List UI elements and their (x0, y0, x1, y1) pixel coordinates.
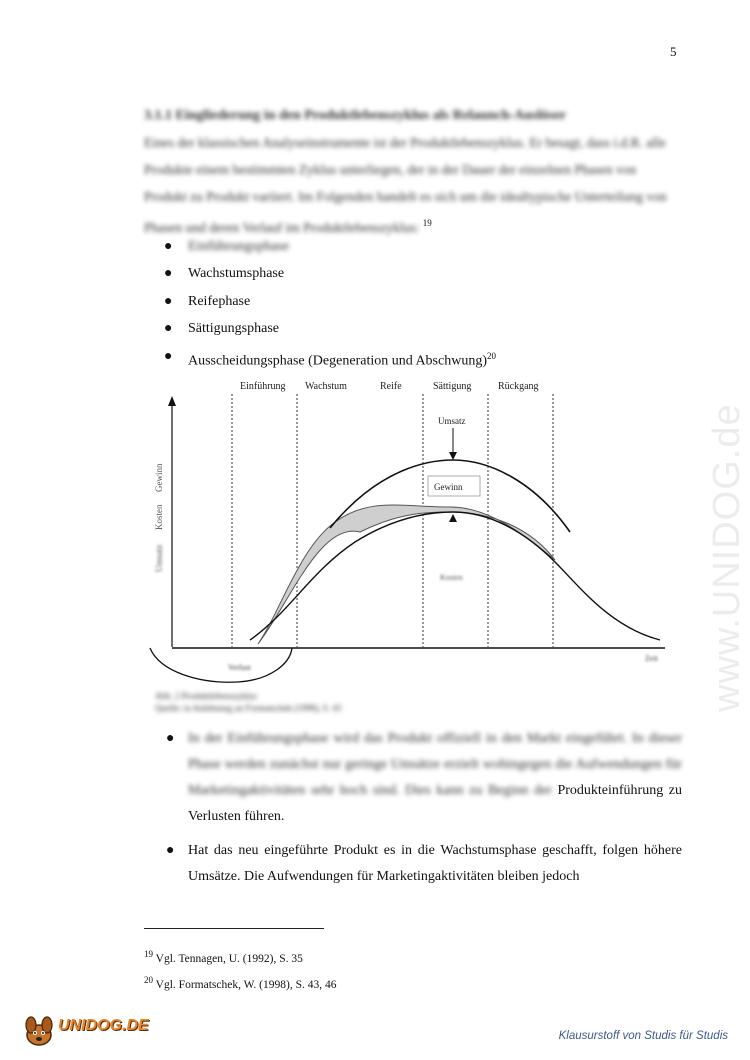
phase-list (144, 233, 496, 370)
figure-caption (155, 690, 341, 714)
y-label-gewinn: Gewinn (154, 463, 164, 492)
list-item (144, 260, 496, 287)
arrow-down-icon (449, 452, 457, 460)
phase-label: Ausscheidungsphase (Degeneration und Abschwung) (188, 353, 487, 369)
verlust-curve (150, 648, 292, 682)
list-item (144, 315, 496, 342)
phase-label: Wachstumsphase (188, 266, 285, 282)
bullet-dot-icon: ● (166, 843, 175, 858)
intro-paragraph (144, 129, 682, 241)
phase-label-saettigung: Sättigung (433, 381, 472, 392)
arrow-up-icon (449, 514, 457, 522)
footnote-ref: 19 (422, 218, 432, 228)
bullet-dot-icon: ● (164, 266, 173, 282)
phase-label: Reifephase (188, 293, 251, 309)
footnote-number: 19 (144, 949, 153, 959)
footnote-ref: 20 (487, 350, 496, 361)
kosten-label: Kosten (440, 573, 463, 582)
phase-label-wachstum: Wachstum (305, 381, 347, 392)
gewinn-label: Gewinn (434, 482, 463, 492)
list-item (144, 838, 682, 890)
footer-tagline: Klausurstoff von Studis für Studis (558, 1030, 728, 1042)
loss-label: Verlust (228, 663, 251, 672)
footnote-text: Vgl. Formatschek, W. (1998), S. 43, 46 (155, 978, 337, 991)
phase-label-reife: Reife (380, 381, 402, 392)
phase-description-list (144, 726, 682, 898)
list-item (144, 288, 496, 315)
bullet-dot-icon: ● (164, 293, 173, 309)
footer-logo[interactable] (22, 1013, 172, 1051)
y-axis-arrow-icon (168, 396, 176, 406)
footnote (144, 944, 336, 970)
list-item (144, 726, 682, 830)
section-heading: 3.1.1 Eingliederung in den Produktlebenszyklus als Relaunch-Auslöser (144, 108, 567, 123)
caption-title: Abb. 2 Produktlebenszyklus (155, 691, 257, 701)
bullet-dot-icon: ● (164, 321, 173, 337)
watermark: www.UNIDOG.de (706, 403, 748, 712)
dog-mascot-icon (22, 1013, 56, 1047)
phase-label: Einführungsphase (188, 239, 290, 254)
phase-label-rueckgang: Rückgang (498, 381, 539, 392)
bullet-dot-icon: ● (164, 239, 173, 254)
phase-label: Sättigungsphase (188, 321, 279, 337)
bullet-dot-icon: ● (166, 731, 175, 746)
product-lifecycle-diagram (140, 372, 700, 687)
intro-text: Eines der klassischen Analyseinstrumente ist der Produktlebenszyklus. Er besagt, dass i.d.R. alle Produkte einem bestimmten Zyklus unterliegen, der in der Dauer der einzelnen Phasen von Produkt zu Produkt variiert. Im Folgenden handelt es sich um die idealtypische Unterteilung von Phasen und deren Verlauf im Produktlebenszyklus: (144, 135, 667, 235)
y-label-umsatz: Umsatz (154, 544, 164, 572)
footnote (144, 970, 336, 996)
bullet-text-blurred: In der Einführungsphase wird das Produkt offiziell in den Markt eingeführt. In dieser Phase werden zunächst nur geringe Umsätze erzielt wohingegen die Aufwendungen für Marketingaktivitäten sehr hoch sind. Dies kann zu Beginn der (188, 731, 682, 798)
footnotes (144, 944, 336, 996)
footnote-divider (144, 928, 324, 929)
bullet-text: Produkteinführung zu Verlusten führen. (188, 783, 682, 824)
gewinn-area (258, 505, 555, 644)
footnote-text: Vgl. Tennagen, U. (1992), S. 35 (155, 952, 303, 965)
umsatz-label: Umsatz (438, 416, 466, 426)
bullet-dot-icon: ● (164, 348, 173, 364)
bullet-text: Hat das neu eingeführte Produkt es in die Wachstumsphase geschafft, folgen höhere Umsätze. Die Aufwendungen für Marketingaktivitäten bleiben jedoch (188, 843, 682, 884)
caption-source: Quelle: in Anlehnung an Formatschek (1998), S. 43 (155, 703, 342, 713)
phase-label-einfuehrung: Einführung (240, 381, 286, 392)
footnote-number: 20 (144, 974, 153, 985)
list-item (144, 343, 496, 370)
y-label-kosten: Kosten (154, 504, 164, 530)
brand-name: UNIDOG.DE (58, 1017, 149, 1034)
page-number: 5 (670, 44, 677, 59)
list-item (144, 233, 496, 260)
x-axis-label: Zeit (645, 654, 658, 663)
